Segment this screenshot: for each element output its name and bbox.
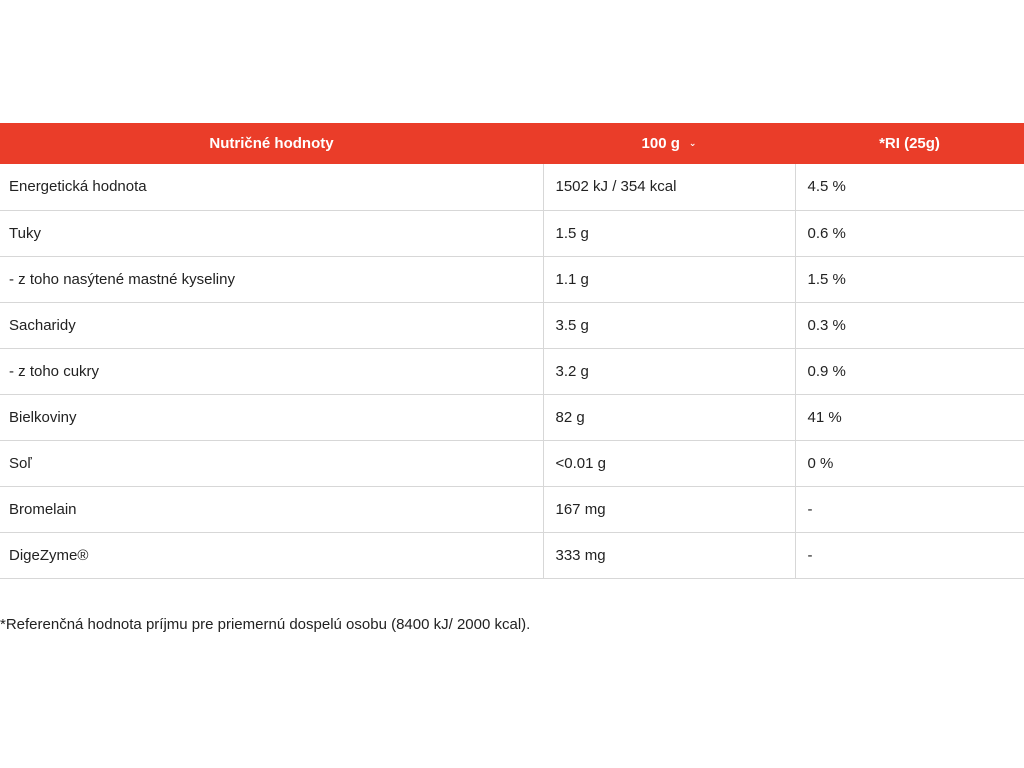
- nutrient-value: 82 g: [543, 394, 795, 440]
- nutrient-ri: -: [795, 486, 1024, 532]
- nutrient-ri: 41 %: [795, 394, 1024, 440]
- nutrient-ri: 4.5 %: [795, 164, 1024, 210]
- table-row: [0, 486, 1024, 532]
- nutrient-name: Bromelain: [0, 486, 543, 532]
- table-row: [0, 348, 1024, 394]
- nutrient-value: <0.01 g: [543, 440, 795, 486]
- nutrient-ri: 0 %: [795, 440, 1024, 486]
- nutrient-ri: -: [795, 532, 1024, 578]
- nutrient-name: - z toho cukry: [0, 348, 543, 394]
- table-row: [0, 256, 1024, 302]
- nutrient-ri: 1.5 %: [795, 256, 1024, 302]
- table-header: [0, 123, 1024, 164]
- nutrition-table: [0, 123, 1024, 579]
- nutrient-name: DigeZyme®: [0, 532, 543, 578]
- footnote: *Referenčná hodnota príjmu pre priemernú dospelú osobu (8400 kJ/ 2000 kcal).: [0, 616, 531, 633]
- nutrient-value: 333 mg: [543, 532, 795, 578]
- nutrient-value: 1.5 g: [543, 210, 795, 256]
- table-row: [0, 302, 1024, 348]
- nutrient-name: Energetická hodnota: [0, 164, 543, 210]
- nutrient-ri: 0.9 %: [795, 348, 1024, 394]
- serving-size-dropdown[interactable]: [543, 123, 795, 164]
- nutrient-value: 167 mg: [543, 486, 795, 532]
- nutrient-name: Sacharidy: [0, 302, 543, 348]
- nutrient-name: Bielkoviny: [0, 394, 543, 440]
- table-row: [0, 164, 1024, 210]
- table-body: [0, 164, 1024, 578]
- table-row: [0, 532, 1024, 578]
- nutrient-value: 3.2 g: [543, 348, 795, 394]
- table-row: [0, 440, 1024, 486]
- header-nutrition-values: Nutričné hodnoty: [0, 123, 543, 164]
- nutrient-ri: 0.3 %: [795, 302, 1024, 348]
- serving-size-label: 100 g: [641, 135, 680, 152]
- table-row: [0, 394, 1024, 440]
- header-reference-intake: *RI (25g): [795, 123, 1024, 164]
- header-row: [0, 123, 1024, 164]
- nutrient-value: 3.5 g: [543, 302, 795, 348]
- nutrient-value: 1.1 g: [543, 256, 795, 302]
- nutrient-name: - z toho nasýtené mastné kyseliny: [0, 256, 543, 302]
- nutrient-name: Soľ: [0, 440, 543, 486]
- nutrient-value: 1502 kJ / 354 kcal: [543, 164, 795, 210]
- nutrient-name: Tuky: [0, 210, 543, 256]
- table-row: [0, 210, 1024, 256]
- nutrient-ri: 0.6 %: [795, 210, 1024, 256]
- chevron-down-icon: ⌄: [688, 138, 697, 148]
